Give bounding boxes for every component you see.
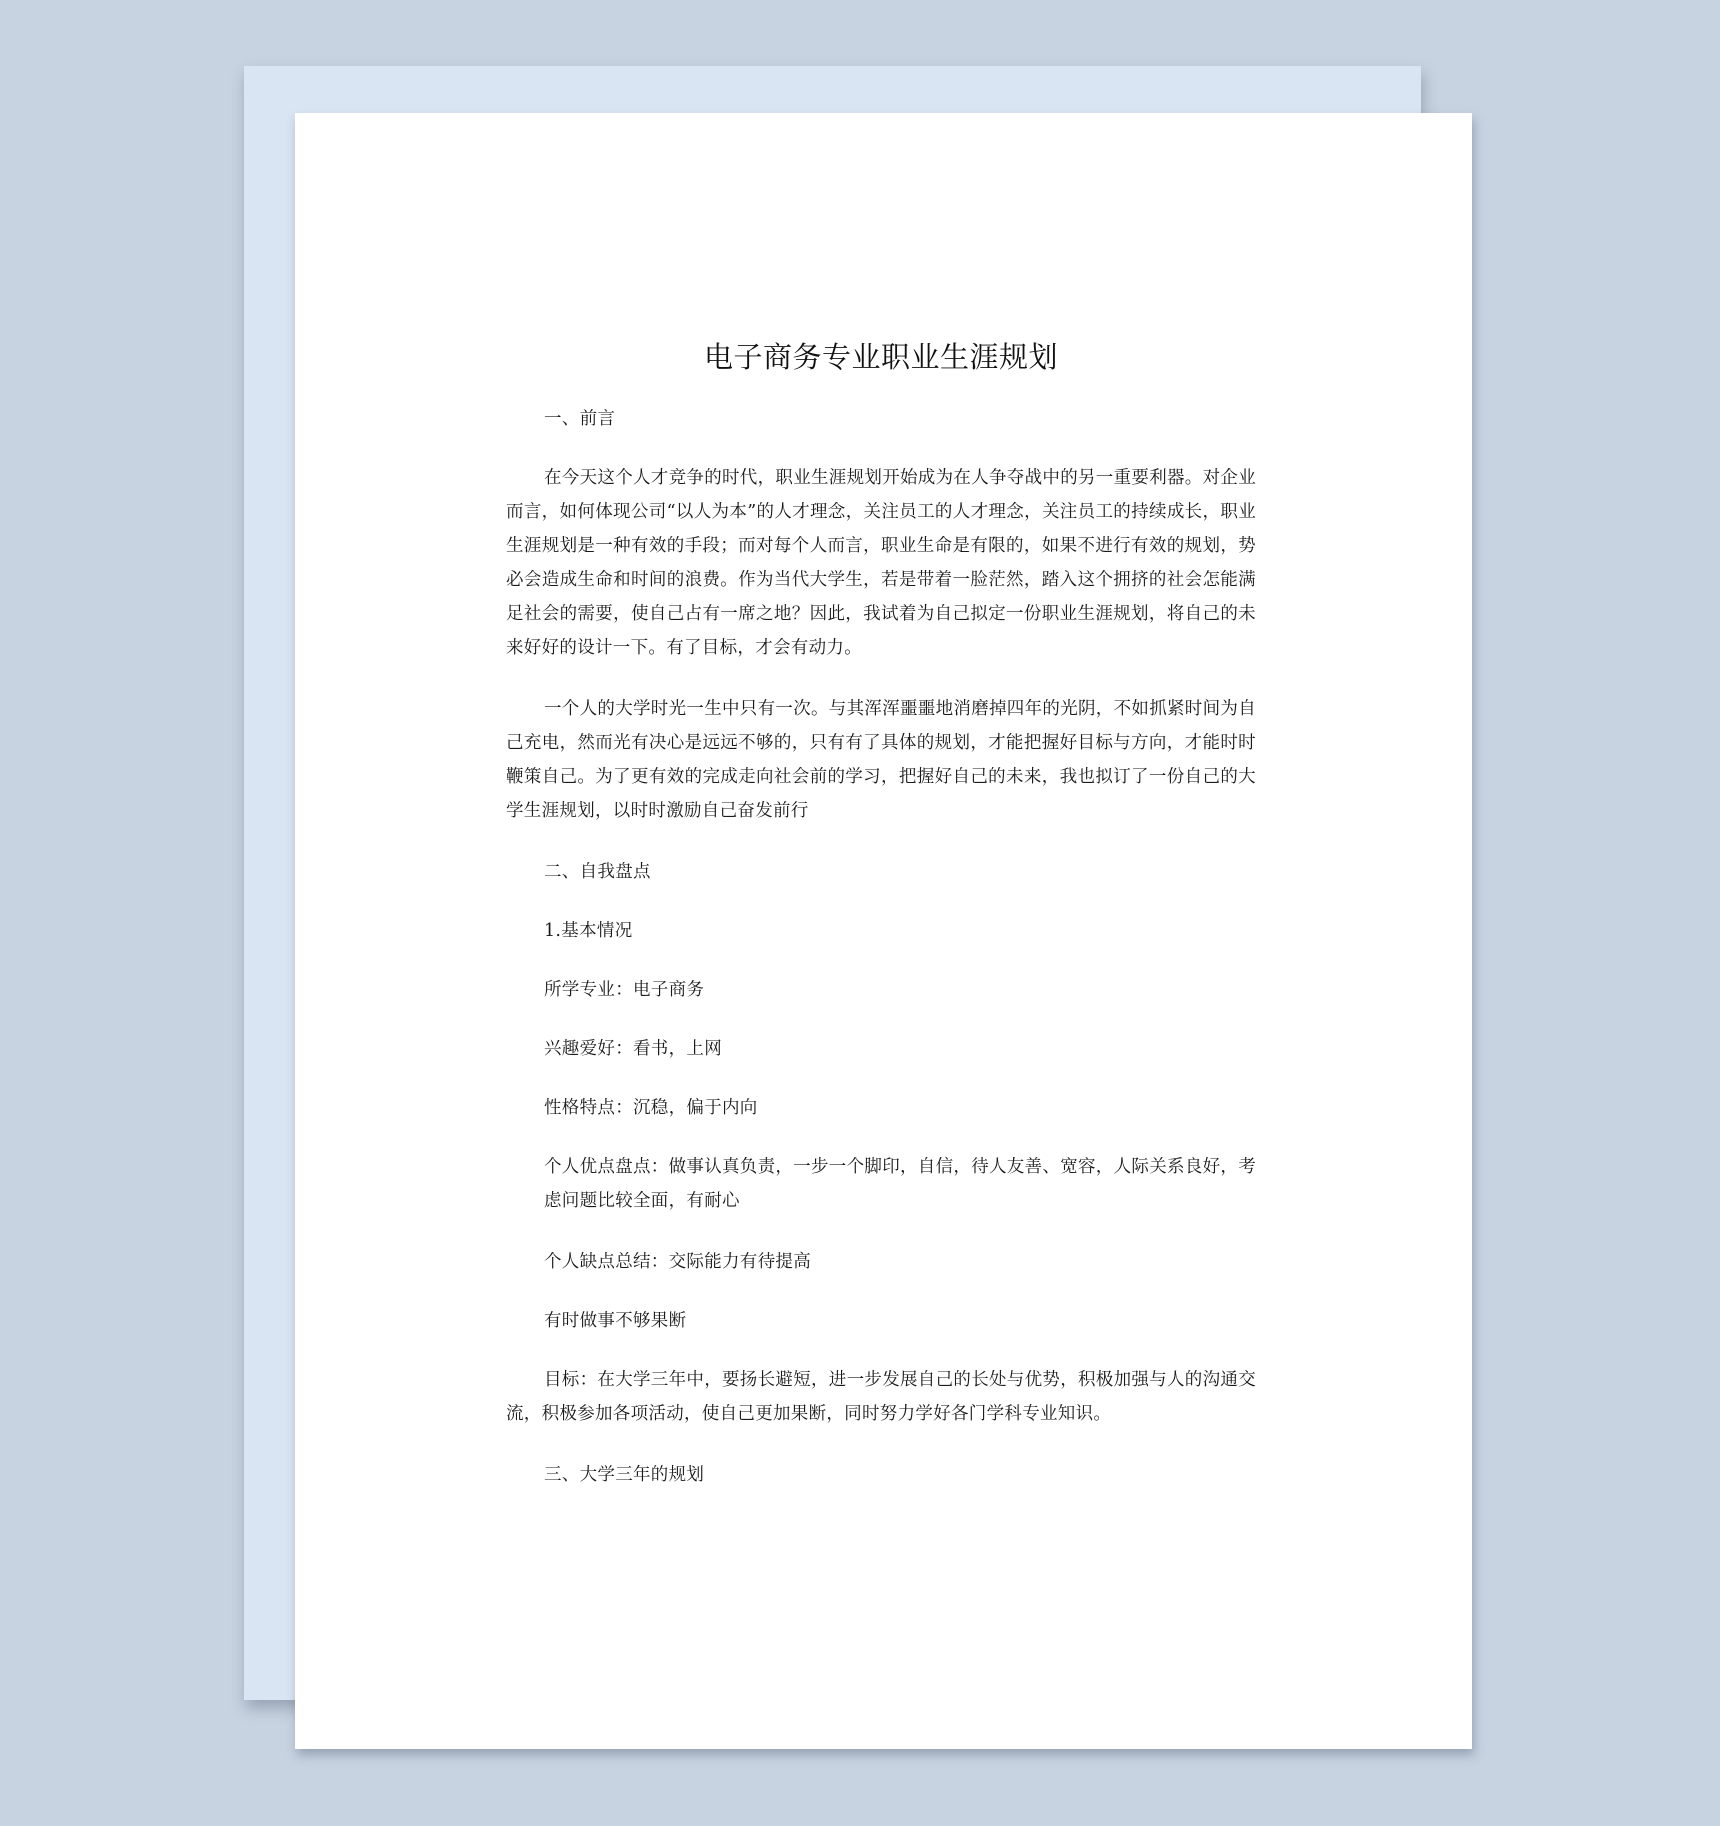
major-line: 所学专业：电子商务 — [544, 980, 705, 1000]
personality-line: 性格特点：沉稳，偏于内向 — [544, 1098, 758, 1118]
section-3-heading: 三、大学三年的规划 — [544, 1465, 705, 1485]
strengths-paragraph: 个人优点盘点：做事认真负责，一步一个脚印，自信，待人友善、宽容，人际关系良好，考虑问题比较全面，有耐心 — [544, 1157, 1256, 1211]
subsection-basic-info: 1.基本情况 — [544, 921, 633, 941]
front-page-sheet — [295, 113, 1472, 1749]
intro-paragraph-2: 一个人的大学时光一生中只有一次。与其浑浑噩噩地消磨掉四年的光阴，不如抓紧时间为自己充电，然而光有决心是远远不够的，只有有了具体的规划，才能把握好目标与方向，才能时时鞭策自己。为了更有效的完成走向社会前的学习，把握好自己的未来，我也拟订了一份自己的大学生涯规划，以时时激励自己奋发前行 — [506, 699, 1256, 821]
section-2-heading: 二、自我盘点 — [544, 862, 651, 882]
hobbies-line: 兴趣爱好：看书，上网 — [544, 1039, 722, 1059]
section-1-heading: 一、前言 — [544, 409, 616, 429]
weaknesses-line: 个人缺点总结：交际能力有待提高 — [544, 1252, 811, 1272]
goal-paragraph: 目标：在大学三年中，要扬长避短，进一步发展自己的长处与优势，积极加强与人的沟通交流，积极参加各项活动，使自己更加果断，同时努力学好各门学科专业知识。 — [506, 1370, 1256, 1424]
intro-paragraph-1: 在今天这个人才竞争的时代，职业生涯规划开始成为在人争夺战中的另一重要利器。对企业而言，如何体现公司“以人为本”的人才理念，关注员工的人才理念，关注员工的持续成长，职业生涯规划是一种有效的手段；而对每个人而言，职业生命是有限的，如果不进行有效的规划，势必会造成生命和时间的浪费。作为当代大学生，若是带着一脸茫然，踏入这个拥挤的社会怎能满足社会的需要，使自己占有一席之地？因此，我试着为自己拟定一份职业生涯规划，将自己的未来好好的设计一下。有了目标，才会有动力。 — [506, 468, 1256, 658]
document-title: 电子商务专业职业生涯规划 — [703, 340, 1058, 374]
weakness-2-line: 有时做事不够果断 — [544, 1311, 687, 1331]
